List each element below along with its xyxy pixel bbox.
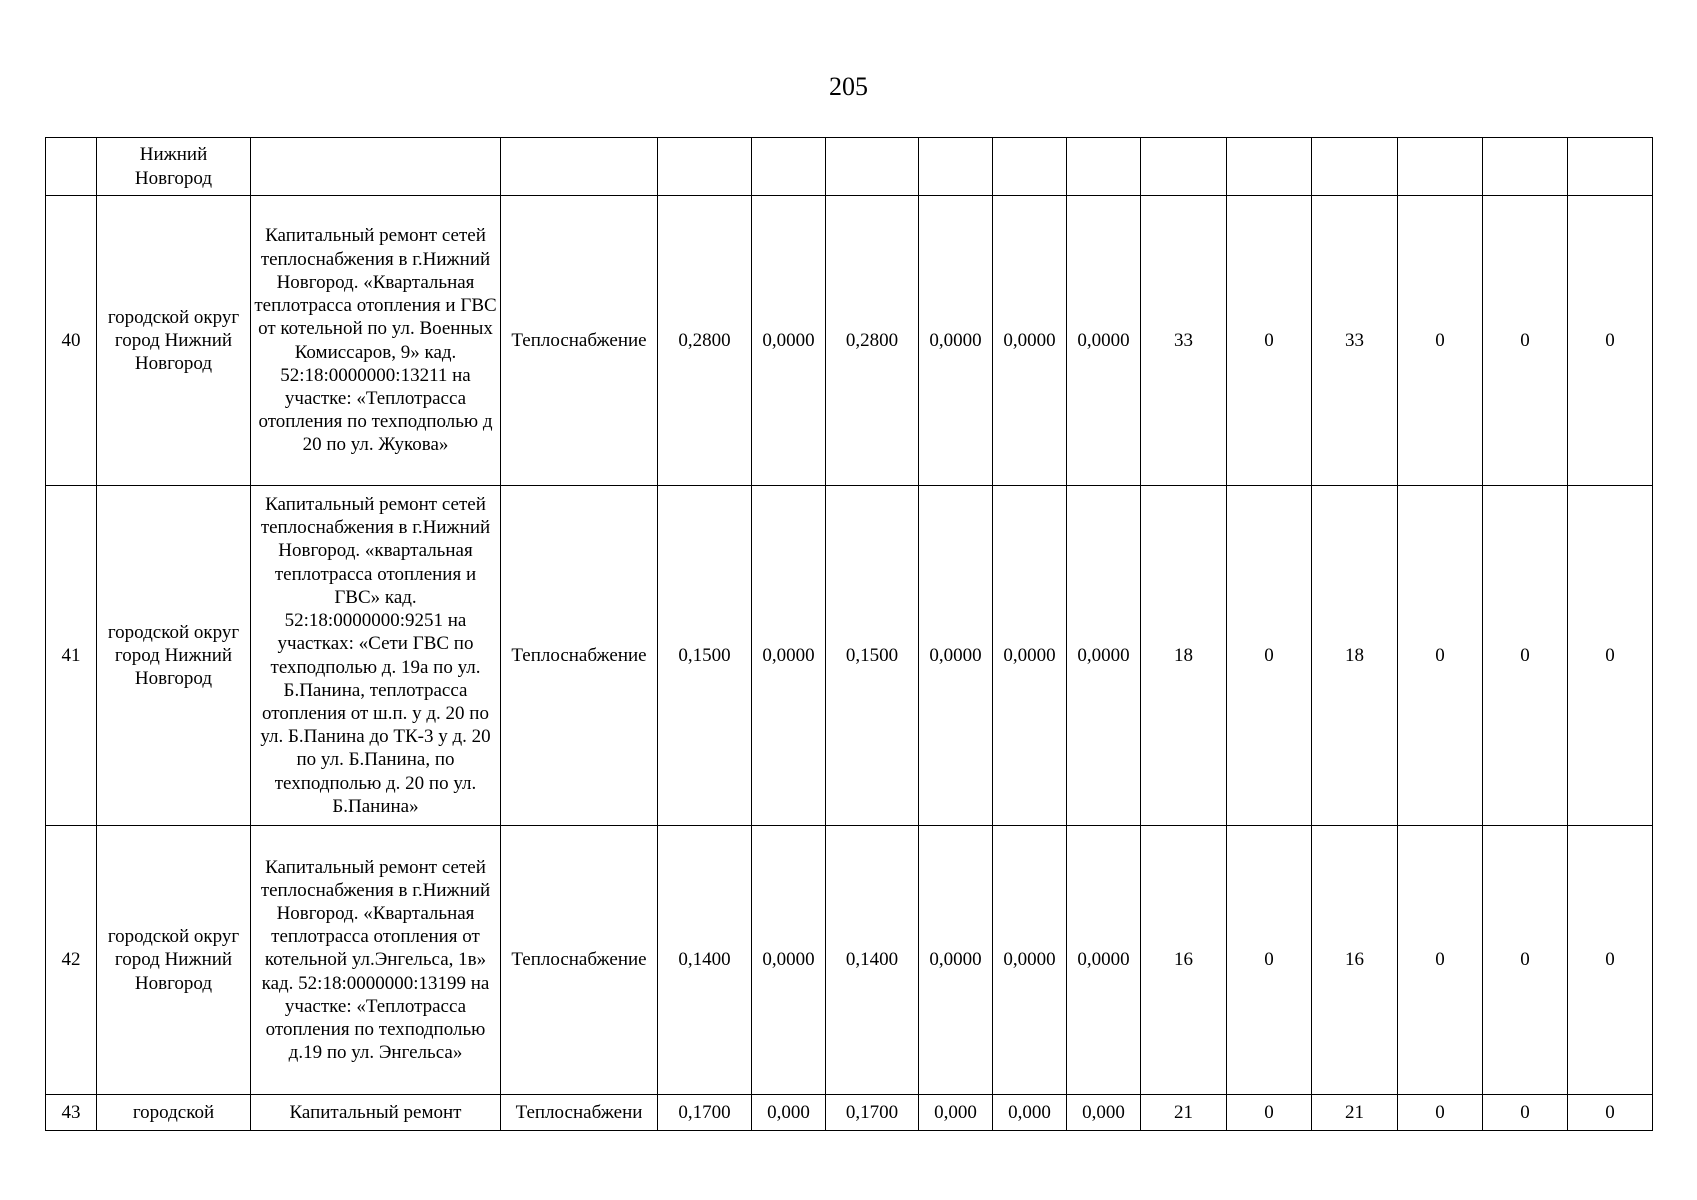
value-cell (752, 138, 826, 196)
value-cell: 0,2800 (826, 196, 919, 486)
value-cell (826, 138, 919, 196)
value-cell: 18 (1141, 486, 1227, 826)
municipality-cell: городской округ город Нижний Новгород (97, 196, 251, 486)
value-cell (993, 138, 1067, 196)
value-cell: 0,0000 (919, 486, 993, 826)
value-cell: 0,2800 (658, 196, 752, 486)
value-cell: 0 (1568, 826, 1653, 1095)
description-cell (251, 138, 501, 196)
value-cell: 0 (1227, 486, 1312, 826)
category-cell: Теплоснабжени (501, 1095, 658, 1131)
value-cell: 0 (1398, 1095, 1483, 1131)
table-row (46, 1095, 1653, 1131)
value-cell: 0 (1398, 826, 1483, 1095)
value-cell: 16 (1141, 826, 1227, 1095)
value-cell: 0,1700 (658, 1095, 752, 1131)
municipality-cell: городской округ город Нижний Новгород (97, 826, 251, 1095)
value-cell: 0,0000 (1067, 486, 1141, 826)
category-cell (501, 138, 658, 196)
value-cell: 33 (1141, 196, 1227, 486)
municipality-cell: Нижний Новгород (97, 138, 251, 196)
row-number (46, 138, 97, 196)
table-row (46, 138, 1653, 196)
value-cell: 0,0000 (1067, 196, 1141, 486)
description-cell: Капитальный ремонт сетей теплоснабжения в г.Нижний Новгород. «Квартальная теплотрасса отопления и ГВС от котельной по ул. Военных Комиссаров, 9» кад. 52:18:0000000:13211 на участке: «Теплотрасса отопления по техподполью д 20 по ул. Жукова» (251, 196, 501, 486)
page-number: 205 (829, 72, 868, 101)
value-cell: 0,0000 (752, 826, 826, 1095)
value-cell: 0 (1227, 826, 1312, 1095)
value-cell (1227, 138, 1312, 196)
value-cell (1312, 138, 1398, 196)
value-cell: 0,0000 (993, 826, 1067, 1095)
value-cell (1398, 138, 1483, 196)
value-cell: 0 (1398, 196, 1483, 486)
table-row (46, 196, 1653, 486)
row-number: 43 (46, 1095, 97, 1131)
value-cell: 0,1500 (826, 486, 919, 826)
value-cell: 0,0000 (919, 826, 993, 1095)
value-cell: 0,0000 (919, 196, 993, 486)
value-cell: 0,1400 (658, 826, 752, 1095)
value-cell: 0 (1483, 1095, 1568, 1131)
value-cell (1067, 138, 1141, 196)
value-cell: 0,000 (993, 1095, 1067, 1131)
description-cell: Капитальный ремонт сетей теплоснабжения в г.Нижний Новгород. «квартальная теплотрасса отопления и ГВС» кад. 52:18:0000000:9251 на участках: «Сети ГВС по техподполью д. 19а по ул. Б.Панина, теплотрасса отопления от ш.п. у д. 20 по ул. Б.Панина до ТК-3 у д. 20 по ул. Б.Панина, по техподполью д. 20 по ул. Б.Панина» (251, 486, 501, 826)
value-cell: 18 (1312, 486, 1398, 826)
value-cell: 0 (1568, 486, 1653, 826)
value-cell: 0,000 (919, 1095, 993, 1131)
description-cell: Капитальный ремонт (251, 1095, 501, 1131)
value-cell (1141, 138, 1227, 196)
row-number: 42 (46, 826, 97, 1095)
value-cell: 16 (1312, 826, 1398, 1095)
value-cell: 0 (1483, 826, 1568, 1095)
value-cell: 0,0000 (752, 196, 826, 486)
municipality-cell: городской округ город Нижний Новгород (97, 486, 251, 826)
value-cell: 0 (1568, 1095, 1653, 1131)
value-cell: 0 (1568, 196, 1653, 486)
row-number: 40 (46, 196, 97, 486)
value-cell (1568, 138, 1653, 196)
row-number: 41 (46, 486, 97, 826)
value-cell: 0 (1227, 1095, 1312, 1131)
value-cell: 0 (1398, 486, 1483, 826)
value-cell: 33 (1312, 196, 1398, 486)
value-cell (919, 138, 993, 196)
data-table (45, 137, 1653, 1131)
value-cell: 0 (1483, 486, 1568, 826)
value-cell: 0 (1227, 196, 1312, 486)
value-cell: 0,1700 (826, 1095, 919, 1131)
table-row (46, 826, 1653, 1095)
description-cell: Капитальный ремонт сетей теплоснабжения в г.Нижний Новгород. «Квартальная теплотрасса отопления от котельной ул.Энгельса, 1в» кад. 52:18:0000000:13199 на участке: «Теплотрасса отопления по техподполью д.19 по ул. Энгельса» (251, 826, 501, 1095)
value-cell: 0,1500 (658, 486, 752, 826)
value-cell: 0,0000 (1067, 826, 1141, 1095)
category-cell: Теплоснабжение (501, 486, 658, 826)
value-cell: 21 (1312, 1095, 1398, 1131)
value-cell: 0,000 (1067, 1095, 1141, 1131)
value-cell (1483, 138, 1568, 196)
category-cell: Теплоснабжение (501, 826, 658, 1095)
table-row (46, 486, 1653, 826)
value-cell (658, 138, 752, 196)
value-cell: 0,0000 (993, 486, 1067, 826)
municipality-cell: городской (97, 1095, 251, 1131)
value-cell: 0,000 (752, 1095, 826, 1131)
category-cell: Теплоснабжение (501, 196, 658, 486)
value-cell: 0,0000 (752, 486, 826, 826)
value-cell: 0,0000 (993, 196, 1067, 486)
value-cell: 0,1400 (826, 826, 919, 1095)
value-cell: 0 (1483, 196, 1568, 486)
value-cell: 21 (1141, 1095, 1227, 1131)
